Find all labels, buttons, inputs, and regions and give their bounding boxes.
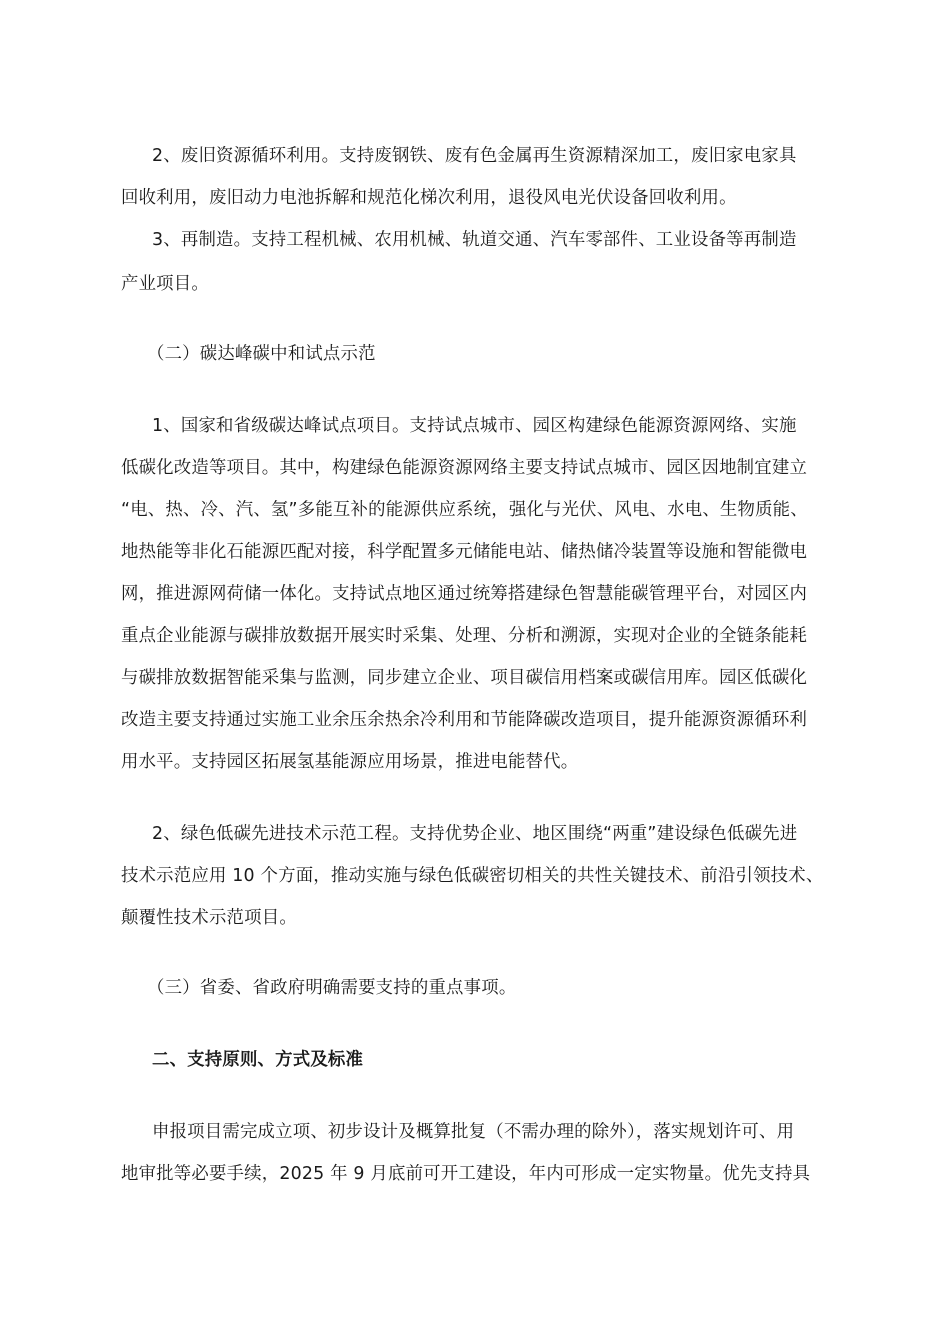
paragraph-line: 与碳排放数据智能采集与监测，同步建立企业、项目碳信用档案或碳信用库。园区低碳化 <box>121 668 808 688</box>
paragraph-line: 回收利用，废旧动力电池拆解和规范化梯次利用，退役风电光伏设备回收利用。 <box>121 188 737 208</box>
paragraph-line: 2、绿色低碳先进技术示范工程。支持优势企业、地区围绕“两重”建设绿色低碳先进 <box>152 824 798 844</box>
paragraph-line: 申报项目需完成立项、初步设计及概算批复（不需办理的除外），落实规划许可、用 <box>152 1122 795 1142</box>
paragraph-line: 产业项目。 <box>121 274 209 294</box>
paragraph-line: 地审批等必要手续，2025 年 9 月底前可开工建设，年内可形成一定实物量。优先支持具 <box>121 1164 811 1184</box>
paragraph-line: 重点企业能源与碳排放数据开展实时采集、处理、分析和溯源，实现对企业的全链条能耗 <box>121 626 808 646</box>
section-heading: （二）碳达峰碳中和试点示范 <box>147 344 376 364</box>
paragraph-line: 2、废旧资源循环利用。支持废钢铁、废有色金属再生资源精深加工，废旧家电家具 <box>152 146 797 166</box>
paragraph-line: 网，推进源网荷储一体化。支持试点地区通过统筹搭建绿色智慧能碳管理平台，对园区内 <box>121 584 808 604</box>
paragraph-line: 地热能等非化石能源匹配对接，科学配置多元储能电站、储热储冷装置等设施和智能微电 <box>121 542 808 562</box>
paragraph-line: 技术示范应用 10 个方面，推动实施与绿色低碳密切相关的共性关键技术、前沿引领技术、 <box>121 866 824 886</box>
paragraph-line: 低碳化改造等项目。其中，构建绿色能源资源网络主要支持试点城市、园区因地制宜建立 <box>121 458 808 478</box>
paragraph-line: 3、再制造。支持工程机械、农用机械、轨道交通、汽车零部件、工业设备等再制造 <box>152 230 797 250</box>
paragraph-line: 1、国家和省级碳达峰试点项目。支持试点城市、园区构建绿色能源资源网络、实施 <box>152 416 797 436</box>
paragraph-line: 用水平。支持园区拓展氢基能源应用场景，推进电能替代。 <box>121 752 579 772</box>
paragraph-line: “电、热、冷、汽、氢”多能互补的能源供应系统，强化与光伏、风电、水电、生物质能、 <box>121 500 808 520</box>
paragraph-line: 颠覆性技术示范项目。 <box>121 908 297 928</box>
chapter-heading: 二、支持原则、方式及标准 <box>152 1050 364 1070</box>
section-heading: （三）省委、省政府明确需要支持的重点事项。 <box>147 978 517 998</box>
paragraph-line: 改造主要支持通过实施工业余压余热余冷利用和节能降碳改造项目，提升能源资源循环利 <box>121 710 808 730</box>
